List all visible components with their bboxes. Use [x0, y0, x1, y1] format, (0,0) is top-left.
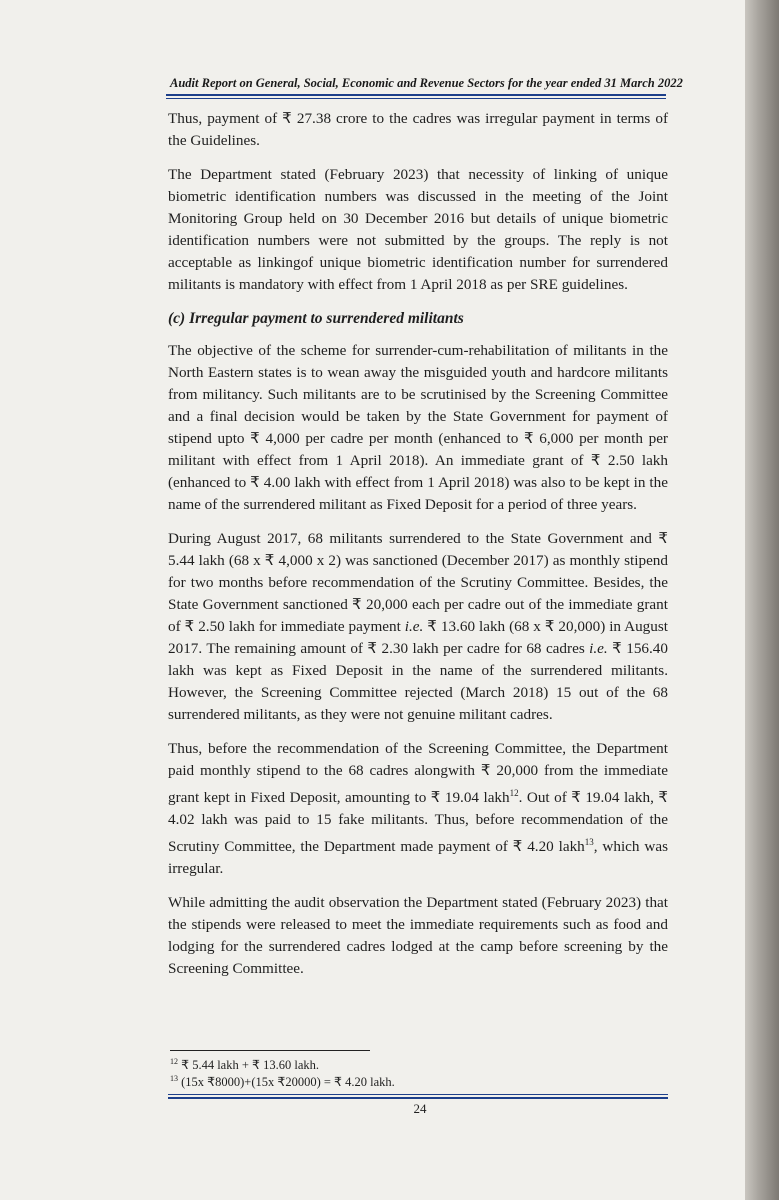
footnote-number: 13: [170, 1073, 178, 1083]
footnote-text: ₹ 5.44 lakh + ₹ 13.60 lakh.: [181, 1058, 319, 1072]
header-rule: [166, 94, 666, 96]
paragraph-5: [168, 738, 668, 880]
paragraph-5-part-c: , which was irregular.: [168, 838, 668, 878]
footnote-ref-13[interactable]: 13: [584, 837, 594, 848]
ie-abbrev: i.e.: [589, 640, 608, 657]
paragraph-6: While admitting the audit observation the Department stated (February 2023) that the stipends were released to meet the immediate requirements such as food and lodging for the surrendered cadres lodged at the camp before screening by the Screening Committee.: [168, 894, 668, 978]
section-heading: (c) Irregular payment to surrendered militants: [168, 310, 464, 327]
paragraph-1: Thus, payment of ₹ 27.38 crore to the cadres was irregular payment in terms of the Guidelines.: [168, 110, 668, 149]
page-edge-shadow: [745, 0, 779, 1200]
paragraph-2: The Department stated (February 2023) that necessity of linking of unique biometric identification numbers was discussed in the meeting of the Joint Monitoring Group held on 30 December 2016 but details of unique biometric identification numbers were not submitted by the groups. The reply is not acceptable as linkingof unique biometric identification number for surrendered militants is mandatory with effect from 1 April 2018 as per SRE guidelines.: [168, 166, 668, 293]
footnote-separator: [170, 1050, 370, 1051]
footnote: [170, 1074, 570, 1091]
footnote-ref-12[interactable]: 12: [509, 788, 519, 798]
footnote: [170, 1057, 570, 1074]
footnotes: [170, 1057, 570, 1091]
paragraph-5-part-a: Thus, before the recommendation of the Screening Committee, the Department paid monthly stipend to the 68 cadres alongwith ₹ 20,000 from the immediate grant kept in Fixed Deposit, amounting to ₹ 19.04 lakh: [168, 740, 668, 807]
paragraph-4-part-a: During August 2017, 68 militants surrendered to the State Government and ₹ 5.44 lakh (68 x ₹ 4,000 x 2) was sanctioned (December 2017) as monthly stipend for two months before recommendation of the Scrutiny Committee. Besides, the State Government sanctioned ₹ 20,000 each per cadre out of the immediate grant of ₹ 2.50 lakh for immediate payment: [168, 530, 668, 635]
paragraph-4: [168, 528, 668, 726]
header-rule-thin: [166, 98, 666, 99]
paragraph-5-part-b: . Out of ₹ 19.04 lakh, ₹ 4.02 lakh was paid to 15 fake militants. Thus, before recommendation of the Scrutiny Committee, the Department made payment of ₹ 4.20 lakh: [168, 789, 669, 856]
footnote-number: 12: [170, 1056, 178, 1066]
paragraph-4-part-c: ₹ 156.40 lakh was kept as Fixed Deposit in the name of the surrendered militants. However, the Screening Committee rejected (March 2018) 15 out of the 68 surrendered militants, as they were not genuine militant cadres.: [168, 640, 668, 723]
paragraph-4-part-b: ₹ 13.60 lakh (68 x ₹ 20,000) in August 2017. The remaining amount of ₹ 2.30 lakh per cadre for 68 cadres: [168, 618, 668, 657]
body-text: [168, 108, 668, 992]
footnote-text: (15x ₹8000)+(15x ₹20000) = ₹ 4.20 lakh.: [181, 1075, 395, 1089]
ie-abbrev: i.e.: [404, 618, 424, 635]
footer-rule-thin: [168, 1094, 668, 1095]
page-number: 24: [413, 1101, 427, 1116]
running-header: Audit Report on General, Social, Economic and Revenue Sectors for the year ended 31 March 2022: [170, 76, 683, 90]
footer-rule: [168, 1097, 668, 1099]
paragraph-3: The objective of the scheme for surrender-cum-rehabilitation of militants in the North Eastern states is to wean away the misguided youth and hardcore militants from militancy. Such militants are to be scrutinised by the Screening Committee and a final decision would be taken by the State Government for payment of stipend upto ₹ 4,000 per cadre per month (enhanced to ₹ 6,000 per month per militant with effect from 1 April 2018). An immediate grant of ₹ 2.50 lakh (enhanced to ₹ 4.00 lakh with effect from 1 April 2018) was also to be kept in the name of the surrendered militant as Fixed Deposit for a period of three years.: [168, 342, 668, 513]
